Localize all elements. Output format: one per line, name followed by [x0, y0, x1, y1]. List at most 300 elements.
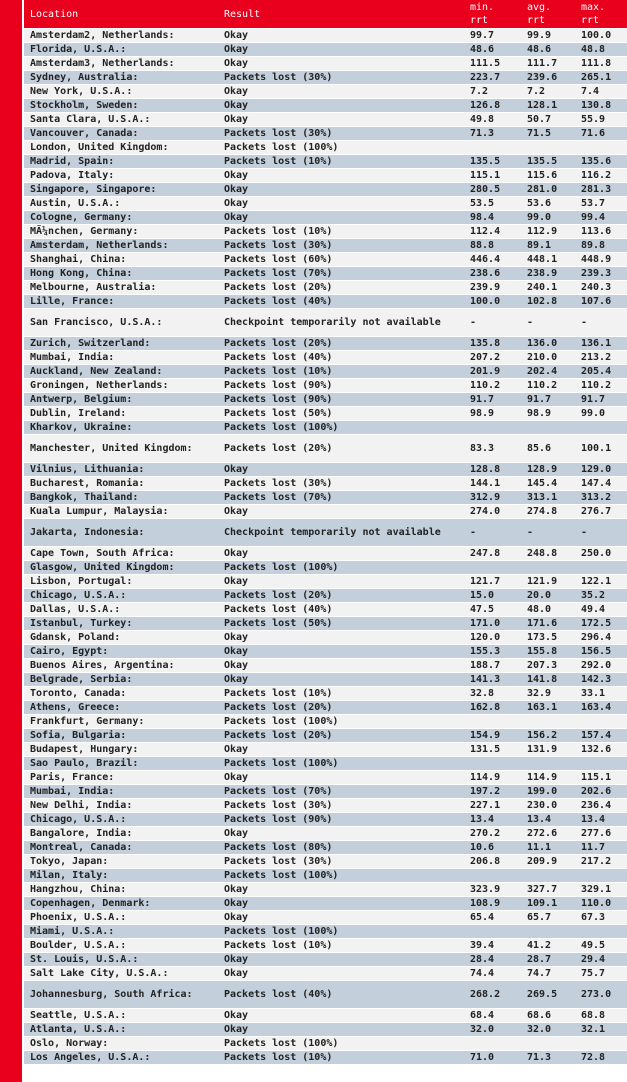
table-row	[24, 701, 627, 715]
max-rrt-cell: 11.7	[577, 841, 627, 855]
result-cell: Packets lost (60%)	[218, 253, 466, 267]
min-rrt-cell: 65.4	[466, 911, 523, 925]
location-cell: Cologne, Germany:	[24, 211, 218, 225]
avg-rrt-cell: 50.7	[523, 113, 577, 127]
min-rrt-cell: 88.8	[466, 239, 523, 253]
result-cell: Okay	[218, 743, 466, 757]
avg-rrt-cell: 171.6	[523, 617, 577, 631]
result-cell: Packets lost (30%)	[218, 799, 466, 813]
min-rrt-cell	[466, 141, 523, 155]
location-cell: Santa Clara, U.S.A.:	[24, 113, 218, 127]
max-rrt-cell: 130.8	[577, 99, 627, 113]
location-cell: Lisbon, Portugal:	[24, 575, 218, 589]
result-cell: Okay	[218, 645, 466, 659]
location-cell: Austin, U.S.A.:	[24, 197, 218, 211]
min-rrt-cell	[466, 421, 523, 435]
location-cell: Groningen, Netherlands:	[24, 379, 218, 393]
result-cell: Okay	[218, 57, 466, 71]
location-cell: Sofia, Bulgaria:	[24, 729, 218, 743]
min-rrt-cell: 197.2	[466, 785, 523, 799]
result-cell: Packets lost (100%)	[218, 715, 466, 729]
min-rrt-cell: 68.4	[466, 1009, 523, 1023]
result-cell: Packets lost (10%)	[218, 225, 466, 239]
avg-rrt-cell: 85.6	[523, 435, 577, 463]
max-rrt-cell	[577, 421, 627, 435]
location-cell: Copenhagen, Denmark:	[24, 897, 218, 911]
result-cell: Okay	[218, 575, 466, 589]
min-rrt-cell: 312.9	[466, 491, 523, 505]
avg-rrt-cell: 74.7	[523, 967, 577, 981]
max-rrt-cell: 250.0	[577, 547, 627, 561]
max-rrt-cell: 157.4	[577, 729, 627, 743]
result-cell: Packets lost (70%)	[218, 785, 466, 799]
avg-rrt-cell: 173.5	[523, 631, 577, 645]
location-cell: Manchester, United Kingdom:	[24, 435, 218, 463]
table-row	[24, 841, 627, 855]
max-rrt-cell: 53.7	[577, 197, 627, 211]
min-rrt-cell: 49.8	[466, 113, 523, 127]
max-rrt-cell: 116.2	[577, 169, 627, 183]
max-rrt-cell: 163.4	[577, 701, 627, 715]
location-cell: Auckland, New Zealand:	[24, 365, 218, 379]
column-header-min-line2: rrt	[470, 15, 489, 26]
min-rrt-cell: 120.0	[466, 631, 523, 645]
table-row	[24, 981, 627, 1009]
min-rrt-cell: 47.5	[466, 603, 523, 617]
min-rrt-cell: 108.9	[466, 897, 523, 911]
table-row	[24, 547, 627, 561]
max-rrt-cell: 136.1	[577, 337, 627, 351]
max-rrt-cell: 100.0	[577, 29, 627, 43]
max-rrt-cell: 236.4	[577, 799, 627, 813]
location-cell: Bucharest, Romania:	[24, 477, 218, 491]
result-cell: Packets lost (100%)	[218, 757, 466, 771]
table-row	[24, 85, 627, 99]
max-rrt-cell: 107.6	[577, 295, 627, 309]
location-cell: Belgrade, Serbia:	[24, 673, 218, 687]
max-rrt-cell: 448.9	[577, 253, 627, 267]
min-rrt-cell: 131.5	[466, 743, 523, 757]
avg-rrt-cell: 71.3	[523, 1051, 577, 1065]
result-cell: Okay	[218, 659, 466, 673]
avg-rrt-cell: 48.6	[523, 43, 577, 57]
min-rrt-cell: 74.4	[466, 967, 523, 981]
min-rrt-cell: 206.8	[466, 855, 523, 869]
location-cell: Glasgow, United Kingdom:	[24, 561, 218, 575]
max-rrt-cell	[577, 869, 627, 883]
min-rrt-cell: -	[466, 309, 523, 337]
location-cell: Tokyo, Japan:	[24, 855, 218, 869]
table-row	[24, 897, 627, 911]
table-row	[24, 183, 627, 197]
table-row	[24, 127, 627, 141]
min-rrt-cell: 15.0	[466, 589, 523, 603]
min-rrt-cell: 53.5	[466, 197, 523, 211]
result-cell: Packets lost (40%)	[218, 603, 466, 617]
min-rrt-cell: 111.5	[466, 57, 523, 71]
result-cell: Packets lost (30%)	[218, 127, 466, 141]
result-cell: Packets lost (100%)	[218, 925, 466, 939]
column-header-min-line1: min.	[470, 2, 495, 13]
table-row	[24, 169, 627, 183]
result-cell: Packets lost (20%)	[218, 589, 466, 603]
min-rrt-cell: 280.5	[466, 183, 523, 197]
min-rrt-cell: 239.9	[466, 281, 523, 295]
max-rrt-cell	[577, 757, 627, 771]
result-cell: Packets lost (20%)	[218, 701, 466, 715]
max-rrt-cell: 135.6	[577, 155, 627, 169]
table-row	[24, 785, 627, 799]
table-row	[24, 659, 627, 673]
result-cell: Packets lost (100%)	[218, 1037, 466, 1051]
min-rrt-cell: 126.8	[466, 99, 523, 113]
result-cell: Packets lost (70%)	[218, 267, 466, 281]
min-rrt-cell: 128.8	[466, 463, 523, 477]
location-cell: Antwerp, Belgium:	[24, 393, 218, 407]
location-cell: San Francisco, U.S.A.:	[24, 309, 218, 337]
result-cell: Okay	[218, 113, 466, 127]
avg-rrt-cell: 68.6	[523, 1009, 577, 1023]
location-cell: Cairo, Egypt:	[24, 645, 218, 659]
table-row	[24, 113, 627, 127]
max-rrt-cell: 296.4	[577, 631, 627, 645]
avg-rrt-cell	[523, 757, 577, 771]
table-row	[24, 1037, 627, 1051]
table-body	[24, 29, 627, 1065]
location-cell: Bangkok, Thailand:	[24, 491, 218, 505]
result-cell: Okay	[218, 505, 466, 519]
result-cell: Okay	[218, 771, 466, 785]
avg-rrt-cell: 121.9	[523, 575, 577, 589]
table-row	[24, 715, 627, 729]
table-row	[24, 225, 627, 239]
result-cell: Packets lost (50%)	[218, 617, 466, 631]
table-row	[24, 799, 627, 813]
column-header-location: Location	[24, 0, 218, 29]
table-row	[24, 253, 627, 267]
avg-rrt-cell	[523, 421, 577, 435]
location-cell: Montreal, Canada:	[24, 841, 218, 855]
avg-rrt-cell: 98.9	[523, 407, 577, 421]
result-cell: Okay	[218, 463, 466, 477]
location-cell: Bangalore, India:	[24, 827, 218, 841]
max-rrt-cell: 33.1	[577, 687, 627, 701]
result-cell: Okay	[218, 197, 466, 211]
min-rrt-cell: 112.4	[466, 225, 523, 239]
max-rrt-cell: 265.1	[577, 71, 627, 85]
max-rrt-cell: 113.6	[577, 225, 627, 239]
min-rrt-cell: 227.1	[466, 799, 523, 813]
table-row	[24, 505, 627, 519]
min-rrt-cell	[466, 715, 523, 729]
location-cell: Chicago, U.S.A.:	[24, 813, 218, 827]
table-row	[24, 365, 627, 379]
avg-rrt-cell	[523, 715, 577, 729]
location-cell: Padova, Italy:	[24, 169, 218, 183]
min-rrt-cell: 28.4	[466, 953, 523, 967]
max-rrt-cell	[577, 561, 627, 575]
min-rrt-cell: 32.0	[466, 1023, 523, 1037]
avg-rrt-cell: 102.8	[523, 295, 577, 309]
max-rrt-cell: 68.8	[577, 1009, 627, 1023]
table-row	[24, 281, 627, 295]
result-cell: Packets lost (20%)	[218, 337, 466, 351]
avg-rrt-cell: 128.9	[523, 463, 577, 477]
max-rrt-cell: 122.1	[577, 575, 627, 589]
result-cell: Okay	[218, 631, 466, 645]
avg-rrt-cell: 115.6	[523, 169, 577, 183]
table-row	[24, 71, 627, 85]
avg-rrt-cell: 110.2	[523, 379, 577, 393]
min-rrt-cell: 32.8	[466, 687, 523, 701]
table-row	[24, 295, 627, 309]
table-row	[24, 575, 627, 589]
avg-rrt-cell: 240.1	[523, 281, 577, 295]
min-rrt-cell: 446.4	[466, 253, 523, 267]
table-row	[24, 813, 627, 827]
max-rrt-cell: 292.0	[577, 659, 627, 673]
table-row	[24, 155, 627, 169]
min-rrt-cell: 110.2	[466, 379, 523, 393]
min-rrt-cell: 155.3	[466, 645, 523, 659]
location-cell: Dublin, Ireland:	[24, 407, 218, 421]
location-cell: Oslo, Norway:	[24, 1037, 218, 1051]
max-rrt-cell: 129.0	[577, 463, 627, 477]
max-rrt-cell: 205.4	[577, 365, 627, 379]
max-rrt-cell: 132.6	[577, 743, 627, 757]
min-rrt-cell: 99.7	[466, 29, 523, 43]
avg-rrt-cell: 109.1	[523, 897, 577, 911]
max-rrt-cell: 115.1	[577, 771, 627, 785]
table-row	[24, 743, 627, 757]
avg-rrt-cell: 281.0	[523, 183, 577, 197]
result-cell: Okay	[218, 183, 466, 197]
table-row	[24, 407, 627, 421]
table-row	[24, 421, 627, 435]
table-row	[24, 463, 627, 477]
result-cell: Okay	[218, 897, 466, 911]
result-cell: Packets lost (40%)	[218, 981, 466, 1009]
location-cell: Amsterdam2, Netherlands:	[24, 29, 218, 43]
result-cell: Packets lost (10%)	[218, 687, 466, 701]
min-rrt-cell: 223.7	[466, 71, 523, 85]
location-cell: Cape Town, South Africa:	[24, 547, 218, 561]
avg-rrt-cell: -	[523, 309, 577, 337]
avg-rrt-cell: 32.0	[523, 1023, 577, 1037]
min-rrt-cell: 238.6	[466, 267, 523, 281]
result-cell: Packets lost (10%)	[218, 155, 466, 169]
min-rrt-cell: 7.2	[466, 85, 523, 99]
table-row	[24, 771, 627, 785]
location-cell: London, United Kingdom:	[24, 141, 218, 155]
location-cell: Stockholm, Sweden:	[24, 99, 218, 113]
result-cell: Packets lost (30%)	[218, 477, 466, 491]
table-row	[24, 673, 627, 687]
avg-rrt-cell: 135.5	[523, 155, 577, 169]
result-cell: Okay	[218, 1023, 466, 1037]
table-row	[24, 1009, 627, 1023]
result-cell: Okay	[218, 169, 466, 183]
table-row	[24, 1023, 627, 1037]
max-rrt-cell: 91.7	[577, 393, 627, 407]
min-rrt-cell: 98.4	[466, 211, 523, 225]
column-header-avg-line2: rrt	[527, 15, 546, 26]
result-cell: Packets lost (90%)	[218, 813, 466, 827]
min-rrt-cell: 135.8	[466, 337, 523, 351]
avg-rrt-cell: 28.7	[523, 953, 577, 967]
table-row	[24, 435, 627, 463]
result-cell: Okay	[218, 547, 466, 561]
result-cell: Checkpoint temporarily not available	[218, 519, 466, 547]
min-rrt-cell	[466, 1037, 523, 1051]
max-rrt-cell: 147.4	[577, 477, 627, 491]
avg-rrt-cell: 112.9	[523, 225, 577, 239]
result-cell: Packets lost (30%)	[218, 855, 466, 869]
result-cell: Packets lost (30%)	[218, 239, 466, 253]
max-rrt-cell: 49.5	[577, 939, 627, 953]
max-rrt-cell: 32.1	[577, 1023, 627, 1037]
avg-rrt-cell: 199.0	[523, 785, 577, 799]
avg-rrt-cell: 65.7	[523, 911, 577, 925]
max-rrt-cell: 313.2	[577, 491, 627, 505]
location-cell: Florida, U.S.A.:	[24, 43, 218, 57]
location-cell: Sydney, Australia:	[24, 71, 218, 85]
location-cell: Atlanta, U.S.A.:	[24, 1023, 218, 1037]
location-cell: Paris, France:	[24, 771, 218, 785]
avg-rrt-cell: 13.4	[523, 813, 577, 827]
result-cell: Packets lost (100%)	[218, 421, 466, 435]
table-row	[24, 617, 627, 631]
location-cell: Istanbul, Turkey:	[24, 617, 218, 631]
avg-rrt-cell: 210.0	[523, 351, 577, 365]
max-rrt-cell: 142.3	[577, 673, 627, 687]
max-rrt-cell: 75.7	[577, 967, 627, 981]
table-row	[24, 197, 627, 211]
table-row	[24, 631, 627, 645]
table-row	[24, 309, 627, 337]
location-cell: Hong Kong, China:	[24, 267, 218, 281]
location-cell: Shanghai, China:	[24, 253, 218, 267]
max-rrt-cell: 273.0	[577, 981, 627, 1009]
location-cell: Boulder, U.S.A.:	[24, 939, 218, 953]
min-rrt-cell: 154.9	[466, 729, 523, 743]
avg-rrt-cell: 99.0	[523, 211, 577, 225]
max-rrt-cell: 71.6	[577, 127, 627, 141]
table-row	[24, 29, 627, 43]
min-rrt-cell: 323.9	[466, 883, 523, 897]
column-header-max-line1: max.	[581, 2, 606, 13]
location-cell: Lille, France:	[24, 295, 218, 309]
location-cell: Vancouver, Canada:	[24, 127, 218, 141]
result-cell: Packets lost (30%)	[218, 71, 466, 85]
location-cell: Mumbai, India:	[24, 351, 218, 365]
location-cell: Toronto, Canada:	[24, 687, 218, 701]
avg-rrt-cell: 248.8	[523, 547, 577, 561]
min-rrt-cell: 141.3	[466, 673, 523, 687]
location-cell: Mumbai, India:	[24, 785, 218, 799]
location-cell: Seattle, U.S.A.:	[24, 1009, 218, 1023]
table-row	[24, 869, 627, 883]
max-rrt-cell: 99.0	[577, 407, 627, 421]
min-rrt-cell: 268.2	[466, 981, 523, 1009]
table-row	[24, 883, 627, 897]
min-rrt-cell: 171.0	[466, 617, 523, 631]
result-cell: Packets lost (80%)	[218, 841, 466, 855]
min-rrt-cell: 114.9	[466, 771, 523, 785]
table-row	[24, 43, 627, 57]
avg-rrt-cell: 209.9	[523, 855, 577, 869]
avg-rrt-cell: 41.2	[523, 939, 577, 953]
avg-rrt-cell: 313.1	[523, 491, 577, 505]
result-cell: Packets lost (100%)	[218, 141, 466, 155]
max-rrt-cell: 72.8	[577, 1051, 627, 1065]
avg-rrt-cell: 141.8	[523, 673, 577, 687]
result-cell: Okay	[218, 883, 466, 897]
avg-rrt-cell: 163.1	[523, 701, 577, 715]
min-rrt-cell	[466, 757, 523, 771]
table-row	[24, 757, 627, 771]
table-row	[24, 351, 627, 365]
table-row	[24, 337, 627, 351]
max-rrt-cell	[577, 141, 627, 155]
max-rrt-cell: -	[577, 309, 627, 337]
avg-rrt-cell: 136.0	[523, 337, 577, 351]
min-rrt-cell: 201.9	[466, 365, 523, 379]
table-row	[24, 57, 627, 71]
max-rrt-cell: 99.4	[577, 211, 627, 225]
result-cell: Packets lost (20%)	[218, 729, 466, 743]
result-cell: Okay	[218, 85, 466, 99]
location-cell: Amsterdam3, Netherlands:	[24, 57, 218, 71]
avg-rrt-cell: 238.9	[523, 267, 577, 281]
result-cell: Packets lost (40%)	[218, 295, 466, 309]
table-row	[24, 855, 627, 869]
table-row	[24, 239, 627, 253]
table-row	[24, 519, 627, 547]
result-cell: Okay	[218, 953, 466, 967]
max-rrt-cell: 276.7	[577, 505, 627, 519]
max-rrt-cell: 89.8	[577, 239, 627, 253]
max-rrt-cell: 172.5	[577, 617, 627, 631]
result-cell: Packets lost (20%)	[218, 281, 466, 295]
result-cell: Okay	[218, 911, 466, 925]
max-rrt-cell: 49.4	[577, 603, 627, 617]
table-row	[24, 267, 627, 281]
result-cell: Packets lost (100%)	[218, 561, 466, 575]
location-cell: Phoenix, U.S.A.:	[24, 911, 218, 925]
location-cell: Buenos Aires, Argentina:	[24, 659, 218, 673]
max-rrt-cell: 156.5	[577, 645, 627, 659]
max-rrt-cell	[577, 715, 627, 729]
min-rrt-cell: 274.0	[466, 505, 523, 519]
result-cell: Packets lost (70%)	[218, 491, 466, 505]
avg-rrt-cell	[523, 141, 577, 155]
avg-rrt-cell	[523, 869, 577, 883]
max-rrt-cell	[577, 1037, 627, 1051]
result-cell: Checkpoint temporarily not available	[218, 309, 466, 337]
avg-rrt-cell	[523, 561, 577, 575]
table-row	[24, 589, 627, 603]
location-cell: Zurich, Switzerland:	[24, 337, 218, 351]
min-rrt-cell: 13.4	[466, 813, 523, 827]
avg-rrt-cell: 156.2	[523, 729, 577, 743]
min-rrt-cell: 10.6	[466, 841, 523, 855]
column-header-min-rrt	[466, 0, 523, 29]
min-rrt-cell: 247.8	[466, 547, 523, 561]
min-rrt-cell	[466, 925, 523, 939]
min-rrt-cell	[466, 869, 523, 883]
max-rrt-cell: 67.3	[577, 911, 627, 925]
